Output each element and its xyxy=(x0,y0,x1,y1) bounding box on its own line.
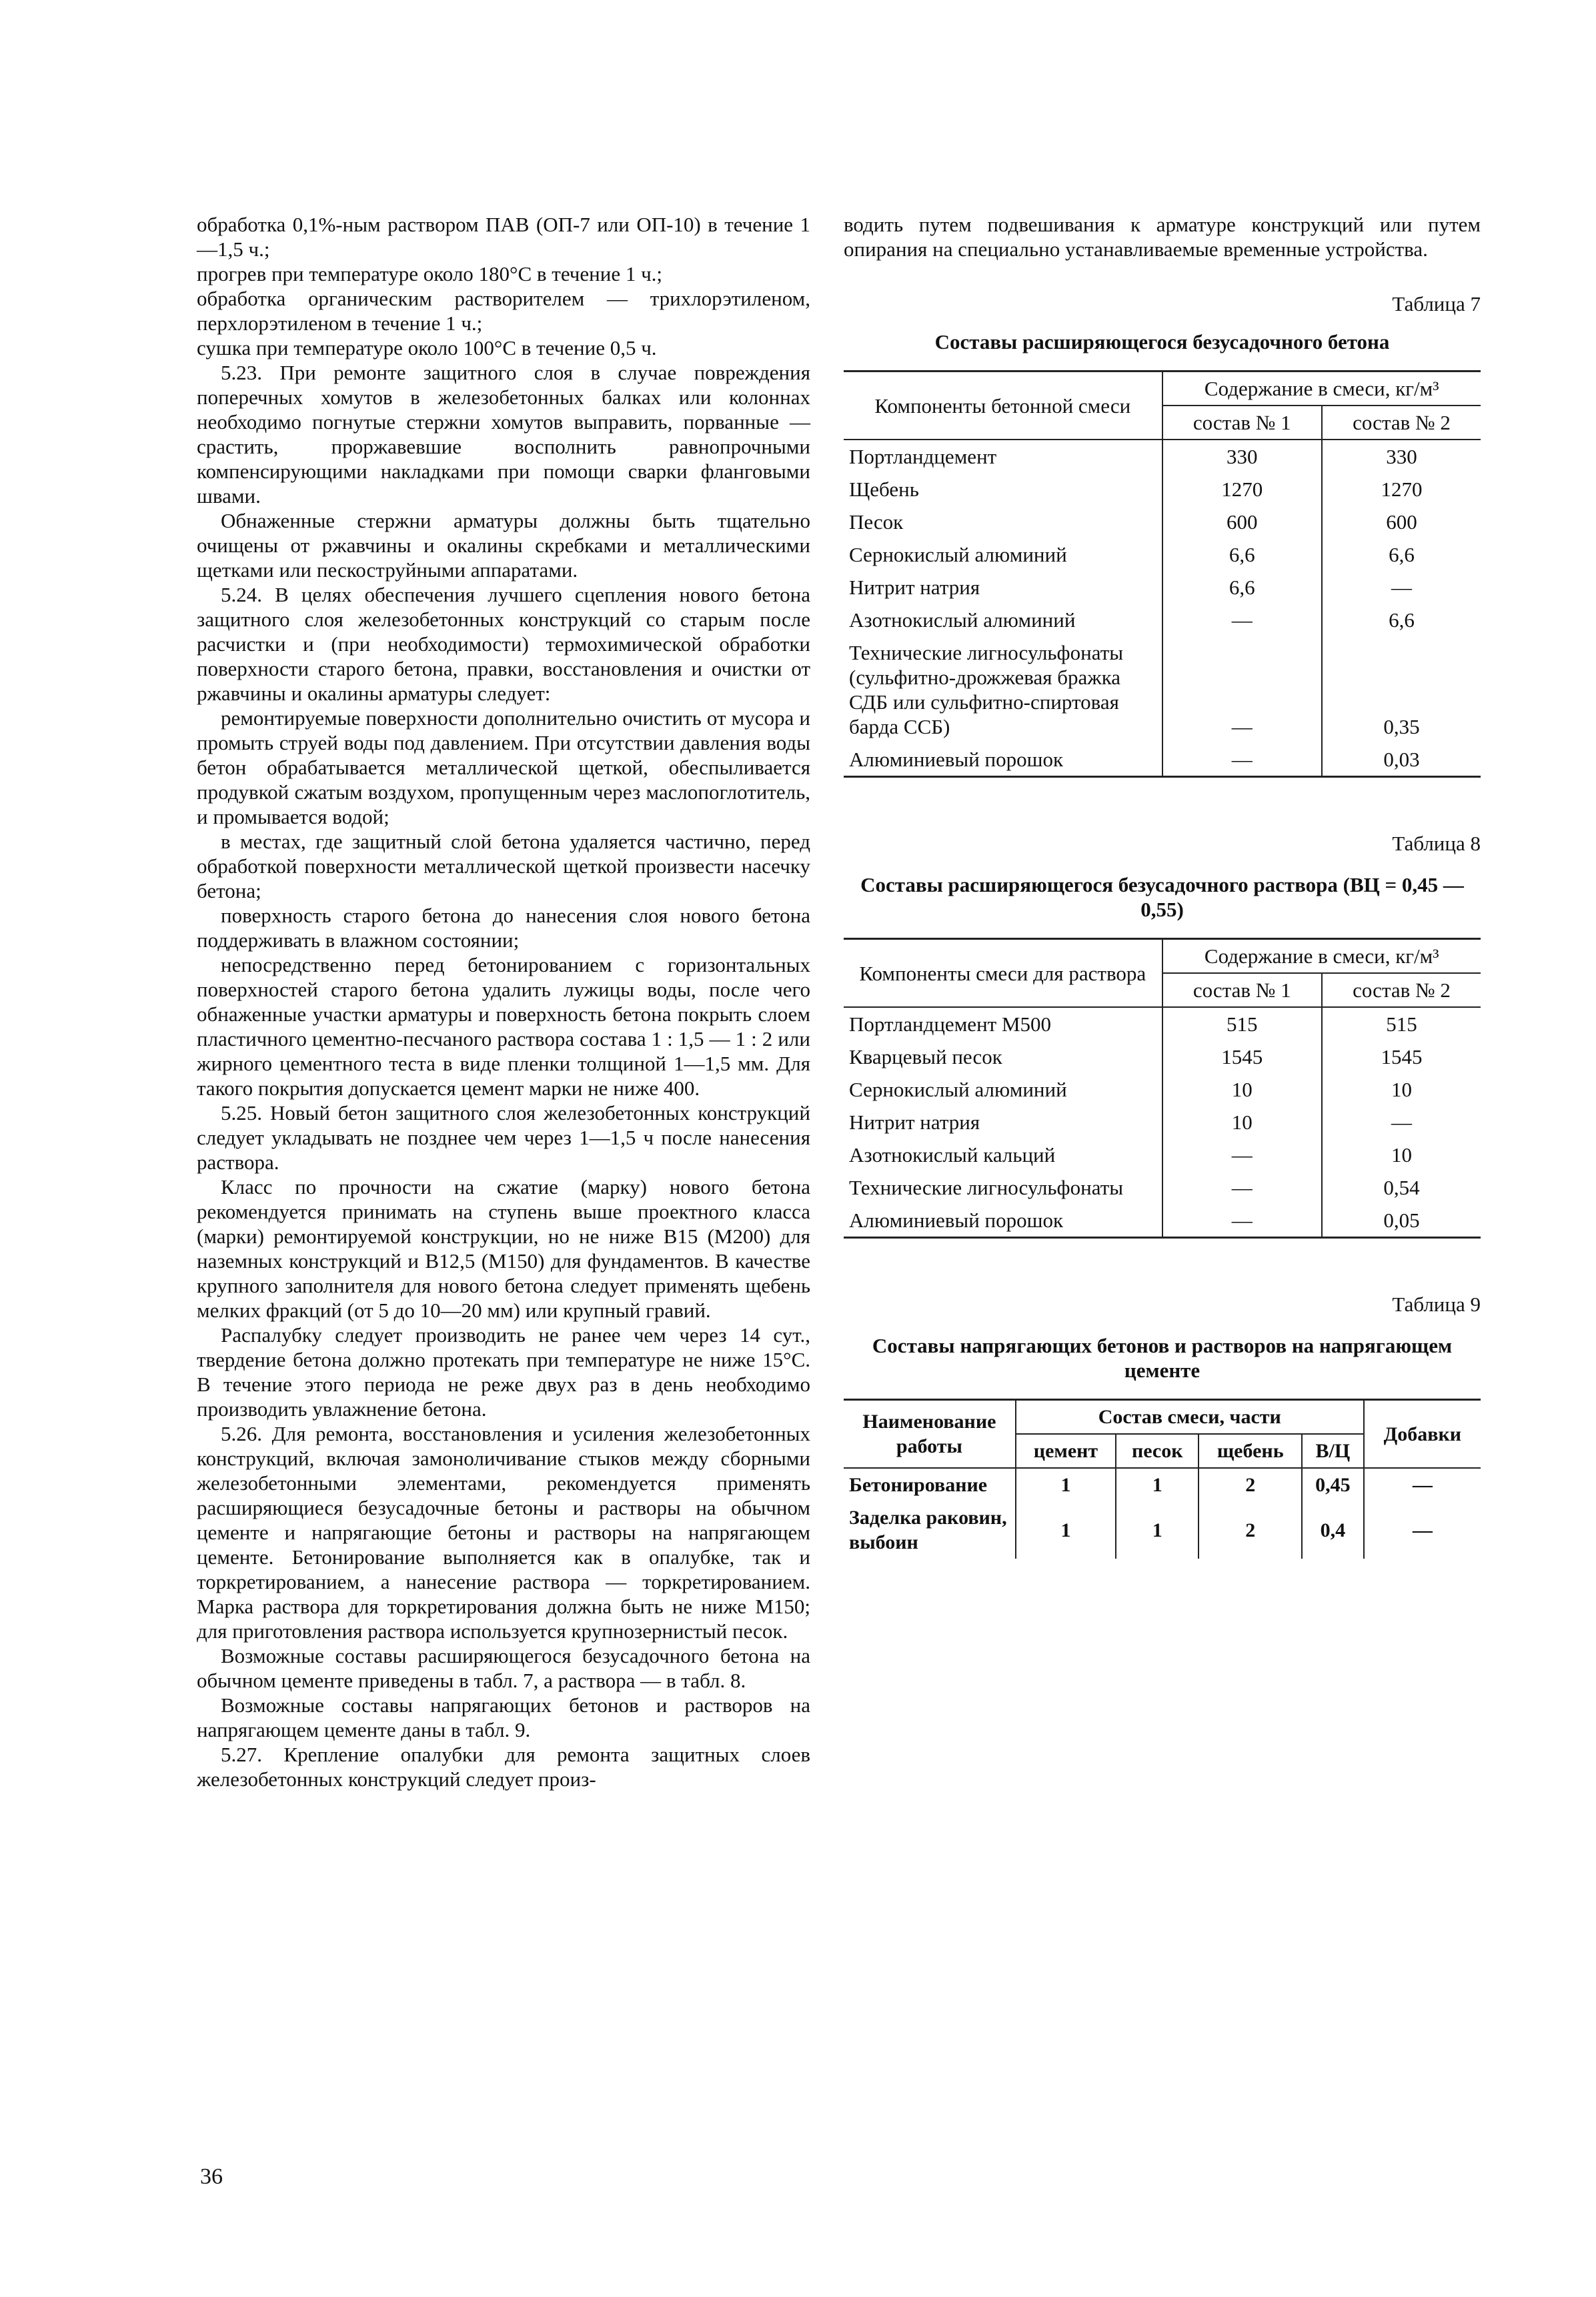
component-name: Технические лигносульфонаты xyxy=(849,1176,1124,1199)
value-cell: — xyxy=(1162,1171,1322,1204)
table9-title: Составы напрягающих бетонов и растворов на напрягающем цементе xyxy=(872,1334,1453,1382)
value-cell: 10 xyxy=(1322,1138,1481,1171)
table7-sub2: состав № 2 xyxy=(1322,406,1481,440)
table-row xyxy=(844,743,1481,777)
body-paragraph: Возможные составы расширяющегося безусадочного бетона на обычном цементе приведены в табл. 7, а раствора — в табл. 8. xyxy=(197,1644,810,1692)
body-paragraph: поверхность старого бетона до нанесения слоя нового бетона поддерживать в влажном состоянии; xyxy=(197,904,810,952)
table-row xyxy=(844,1106,1481,1138)
body-paragraph: Распалубку следует производить не ранее чем через 14 сут., твердение бетона должно протекать при температуре не ниже 15°С. В течение этого периода не реже двух раз в день необходимо производить увлажнение бетона. xyxy=(197,1323,810,1421)
value-cell: — xyxy=(1162,743,1322,777)
table9-label: Таблица 9 xyxy=(1392,1293,1481,1316)
body-paragraph: прогрев при температуре около 180°С в течение 1 ч.; xyxy=(197,262,663,285)
value-cell: 1545 xyxy=(1162,1040,1322,1073)
component-name: Портландцемент xyxy=(849,445,997,468)
component-name: Сернокислый алюминий xyxy=(849,1078,1067,1101)
body-paragraph: в местах, где защитный слой бетона удаляется частично, перед обработкой поверхности металлической щеткой произвести насечку бетона; xyxy=(197,830,810,902)
body-paragraph: сушка при температуре около 100°С в течение 0,5 ч. xyxy=(197,336,657,359)
value-cell: — xyxy=(1162,1204,1322,1238)
value-cell: 1270 xyxy=(1322,473,1481,506)
value-cell: 330 xyxy=(1162,440,1322,473)
value-cell: — xyxy=(1322,571,1481,604)
value-cell: 6,6 xyxy=(1322,604,1481,636)
component-name: Щебень xyxy=(849,478,919,501)
value-cell: 1 xyxy=(1116,1468,1199,1501)
table8-group-head: Содержание в смеси, кг/м³ xyxy=(1162,939,1481,974)
table8-label: Таблица 8 xyxy=(1392,832,1481,855)
table7-col-head: Компоненты бетонной смеси xyxy=(844,371,1162,440)
table-row xyxy=(844,473,1481,506)
component-name: Алюминиевый порошок xyxy=(844,743,1162,777)
value-cell: — xyxy=(1322,1106,1481,1138)
table8 xyxy=(844,938,1481,1239)
component-name: Кварцевый песок xyxy=(849,1045,1002,1068)
value-cell: — xyxy=(1162,604,1322,636)
table-row xyxy=(844,571,1481,604)
table-row xyxy=(844,1138,1481,1171)
body-paragraph: обработка 0,1%-ным раствором ПАВ (ОП-7 или ОП-10) в течение 1—1,5 ч.; xyxy=(197,213,810,261)
table8-col-head: Компоненты смеси для раствора xyxy=(844,939,1162,1008)
table7-label: Таблица 7 xyxy=(1392,292,1481,315)
value-cell: 10 xyxy=(1162,1073,1322,1106)
value-cell: 1545 xyxy=(1322,1040,1481,1073)
value-cell: 0,54 xyxy=(1322,1171,1481,1204)
value-cell: 6,6 xyxy=(1322,538,1481,571)
table9-sub-gravel: щебень xyxy=(1199,1434,1302,1468)
value-cell: 2 xyxy=(1199,1468,1302,1501)
table-row xyxy=(844,1040,1481,1073)
value-cell: — xyxy=(1364,1468,1481,1501)
component-name: Нитрит натрия xyxy=(849,1110,980,1134)
value-cell: 0,35 xyxy=(1322,636,1481,743)
value-cell: 6,6 xyxy=(1162,538,1322,571)
work-name: Бетонирование xyxy=(849,1474,988,1496)
page-number: 36 xyxy=(200,2164,223,2189)
value-cell: — xyxy=(1162,636,1322,743)
component-name: Азотнокислый алюминий xyxy=(849,608,1076,632)
body-paragraph: 5.25. Новый бетон защитного слоя железобетонных конструкций следует укладывать не позднее чем через 1—1,5 ч после нанесения раствора. xyxy=(197,1101,810,1174)
table7-group-head: Содержание в смеси, кг/м³ xyxy=(1162,371,1481,406)
body-paragraph: Возможные составы напрягающих бетонов и растворов на напрягающем цементе даны в табл. 9. xyxy=(197,1693,810,1741)
component-name: Азотнокислый кальций xyxy=(849,1143,1056,1167)
value-cell: 10 xyxy=(1322,1073,1481,1106)
body-paragraph: 5.27. Крепление опалубки для ремонта защитных слоев железобетонных конструкций следует произ- xyxy=(197,1743,810,1791)
work-name: Заделка раковин, выбоин xyxy=(849,1507,1007,1553)
table-row xyxy=(844,636,1481,743)
body-paragraph: 5.26. Для ремонта, восстановления и усиления железобетонных конструкций, включая замоноличивание стыков между сборными железобетонными элементами, рекомендуется применять расширяющиеся безусадочные бетоны и растворы на обычном цементе и напрягающие бетоны и растворы на напрягающем цементе. Бетонирование выполняется как в опалубке, так и торкретированием, а нанесение раствора — торкретированием. Марка раствора для торкретирования должна быть не ниже М150; для приготовления раствора используется крупнозернистый песок. xyxy=(197,1422,810,1643)
component-name: Портландцемент М500 xyxy=(849,1012,1052,1036)
component-name: Нитрит натрия xyxy=(849,576,980,599)
table-row xyxy=(844,506,1481,538)
component-name: Алюминиевый порошок xyxy=(844,1204,1162,1238)
table-row xyxy=(844,604,1481,636)
table7-title: Составы расширяющегося безусадочного бетона xyxy=(934,330,1390,353)
value-cell: 0,4 xyxy=(1302,1501,1364,1559)
table-row xyxy=(844,1171,1481,1204)
value-cell: — xyxy=(1162,1138,1322,1171)
component-name: Песок xyxy=(849,510,904,534)
table8-title: Составы расширяющегося безусадочного раствора (ВЦ = 0,45 — 0,55) xyxy=(860,873,1464,921)
value-cell: 515 xyxy=(1322,1007,1481,1040)
table-row xyxy=(844,440,1481,473)
table9-sub-sand: песок xyxy=(1116,1434,1199,1468)
table7-sub1: состав № 1 xyxy=(1162,406,1322,440)
intro-paragraph: водить путем подвешивания к арматуре конструкций или путем опирания на специально устанавливаемые временные устройства. xyxy=(844,213,1481,261)
body-paragraph: непосредственно перед бетонированием с горизонтальных поверхностей старого бетона удалить лужицы воды, после чего обнаженные участки арматуры и поверхность бетона покрыть слоем пластичного цементно-песчаного раствора состава 1 : 1,5 — 1 : 2 или жирного цементного теста в виде пленки толщиной 1—1,5 мм. Для такого покрытия допускается цемент марки не ниже 400. xyxy=(197,953,810,1100)
body-paragraph: ремонтируемые поверхности дополнительно очистить от мусора и промыть струей воды под давлением. При отсутствии давления воды бетон обрабатывается металлической щеткой, обеспыливается продувкой сжатым воздухом, пропущенным через маслопоглотитель, и промывается водой; xyxy=(197,706,810,828)
value-cell: 600 xyxy=(1322,506,1481,538)
table-row xyxy=(844,1468,1481,1501)
table8-sub2: состав № 2 xyxy=(1322,973,1481,1007)
value-cell: 0,05 xyxy=(1322,1204,1481,1238)
table-row xyxy=(844,1501,1481,1559)
value-cell: — xyxy=(1364,1501,1481,1559)
value-cell: 0,45 xyxy=(1302,1468,1364,1501)
table9-group-head: Состав смеси, части xyxy=(1016,1400,1364,1435)
value-cell: 515 xyxy=(1162,1007,1322,1040)
body-paragraph: Обнаженные стержни арматуры должны быть тщательно очищены от ржавчины и окалины скребками и металлическими щетками или пескоструйными аппаратами. xyxy=(197,509,810,582)
value-cell: 1 xyxy=(1016,1501,1116,1559)
body-paragraph: обработка органическим растворителем — трихлорэтиленом, перхлорэтиленом в течение 1 ч.; xyxy=(197,287,810,335)
value-cell: 1270 xyxy=(1162,473,1322,506)
table-row xyxy=(844,1073,1481,1106)
value-cell: 330 xyxy=(1322,440,1481,473)
table7 xyxy=(844,370,1481,778)
body-paragraph: 5.24. В целях обеспечения лучшего сцепления нового бетона защитного слоя железобетонных конструкций со старым после расчистки и (при необходимости) термохимической обработки поверхности старого бетона, правки, восстановления и очистки от ржавчины и окалины арматуры следует: xyxy=(197,583,810,705)
table9-col-name: Наименование работы xyxy=(844,1400,1016,1469)
table9-sub-wc: В/Ц xyxy=(1302,1434,1364,1468)
table9-col-additives: Добавки xyxy=(1364,1400,1481,1469)
table-row xyxy=(844,538,1481,571)
body-paragraph: Класс по прочности на сжатие (марку) нового бетона рекомендуется принимать на ступень выше проектного класса (марки) ремонтируемой конструкции, но не ниже В15 (М200) для наземных конструкций и В12,5 (М150) для фундаментов. В качестве крупного заполнителя для нового бетона следует применять щебень мелких фракций (от 5 до 10—20 мм) или крупный гравий. xyxy=(197,1175,810,1322)
value-cell: 600 xyxy=(1162,506,1322,538)
table9-sub-cement: цемент xyxy=(1016,1434,1116,1468)
table9 xyxy=(844,1399,1481,1559)
table-row xyxy=(844,1204,1481,1238)
value-cell: 0,03 xyxy=(1322,743,1481,777)
value-cell: 2 xyxy=(1199,1501,1302,1559)
value-cell: 10 xyxy=(1162,1106,1322,1138)
value-cell: 1 xyxy=(1116,1501,1199,1559)
table8-sub1: состав № 1 xyxy=(1162,973,1322,1007)
table-row xyxy=(844,1007,1481,1040)
component-name: Технические лигносульфонаты (сульфитно-дрожжевая бражка СДБ или сульфитно-спиртовая барда ССБ) xyxy=(849,641,1124,738)
value-cell: 1 xyxy=(1016,1468,1116,1501)
value-cell: 6,6 xyxy=(1162,571,1322,604)
component-name: Сернокислый алюминий xyxy=(849,543,1067,566)
left-column xyxy=(197,212,810,1791)
body-paragraph: 5.23. При ремонте защитного слоя в случае повреждения поперечных хомутов в железобетонных балках или колоннах необходимо погнутые стержни хомутов выправить, порванные — срастить, проржавевшие восполнить равнопрочными компенсирующими накладками при помощи сварки фланговыми швами. xyxy=(197,361,810,508)
right-column xyxy=(844,212,1481,1559)
